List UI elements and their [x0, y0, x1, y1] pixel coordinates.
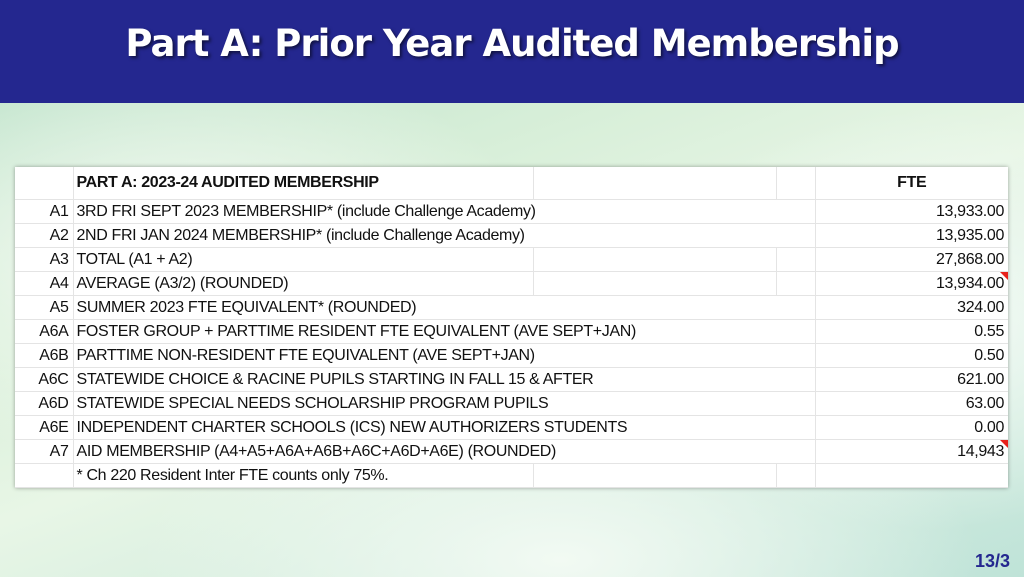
table-row — [15, 272, 1008, 296]
footnote-row — [15, 464, 1008, 488]
row-value: 621.00 — [815, 368, 1008, 392]
empty-cell — [533, 167, 776, 200]
table-row — [15, 344, 1008, 368]
header-label: PART A: 2023-24 AUDITED MEMBERSHIP — [73, 167, 533, 200]
empty-cell — [776, 167, 815, 200]
empty-cell — [776, 272, 815, 296]
row-label: STATEWIDE CHOICE & RACINE PUPILS STARTING IN FALL 15 & AFTER — [73, 368, 815, 392]
title-bar — [0, 0, 1024, 103]
row-value: 324.00 — [815, 296, 1008, 320]
row-code: A6E — [15, 416, 73, 440]
empty-cell — [533, 464, 776, 488]
empty-cell — [776, 248, 815, 272]
row-value: 0.00 — [815, 416, 1008, 440]
row-code: A6C — [15, 368, 73, 392]
row-label: SUMMER 2023 FTE EQUIVALENT* (ROUNDED) — [73, 296, 815, 320]
table-row — [15, 416, 1008, 440]
row-label: TOTAL (A1 + A2) — [73, 248, 533, 272]
empty-cell — [776, 464, 815, 488]
row-value: 14,943 — [957, 442, 1004, 460]
row-label: STATEWIDE SPECIAL NEEDS SCHOLARSHIP PROGRAM PUPILS — [73, 392, 815, 416]
row-value: 13,935.00 — [815, 224, 1008, 248]
row-value-flagged[interactable] — [815, 440, 1008, 464]
empty-cell — [815, 464, 1008, 488]
row-label: PARTTIME NON-RESIDENT FTE EQUIVALENT (AVE SEPT+JAN) — [73, 344, 815, 368]
footnote: * Ch 220 Resident Inter FTE counts only 75%. — [73, 464, 533, 488]
row-label: FOSTER GROUP + PARTTIME RESIDENT FTE EQUIVALENT (AVE SEPT+JAN) — [73, 320, 815, 344]
row-value: 13,934.00 — [935, 274, 1004, 292]
row-code: A4 — [15, 272, 73, 296]
row-code: A7 — [15, 440, 73, 464]
row-value: 27,868.00 — [815, 248, 1008, 272]
row-label: 2ND FRI JAN 2024 MEMBERSHIP* (include Challenge Academy) — [73, 224, 815, 248]
row-value-flagged[interactable] — [815, 272, 1008, 296]
row-value: 0.50 — [815, 344, 1008, 368]
comment-flag-icon[interactable] — [1000, 440, 1008, 448]
row-value: 63.00 — [815, 392, 1008, 416]
row-code: A6B — [15, 344, 73, 368]
table-row — [15, 440, 1008, 464]
table-header-row — [15, 167, 1008, 200]
row-label: 3RD FRI SEPT 2023 MEMBERSHIP* (include Challenge Academy) — [73, 200, 815, 224]
row-value: 13,933.00 — [815, 200, 1008, 224]
page-title: Part A: Prior Year Audited Membership — [125, 22, 899, 65]
row-code: A3 — [15, 248, 73, 272]
row-label: AID MEMBERSHIP (A4+A5+A6A+A6B+A6C+A6D+A6E) (ROUNDED) — [73, 440, 815, 464]
row-code: A2 — [15, 224, 73, 248]
table-row — [15, 320, 1008, 344]
table-row — [15, 296, 1008, 320]
table-row — [15, 248, 1008, 272]
empty-cell — [15, 464, 73, 488]
row-code: A1 — [15, 200, 73, 224]
empty-cell — [533, 272, 776, 296]
row-code: A5 — [15, 296, 73, 320]
table-row — [15, 224, 1008, 248]
row-code: A6D — [15, 392, 73, 416]
empty-cell — [533, 248, 776, 272]
table-row — [15, 392, 1008, 416]
row-code: A6A — [15, 320, 73, 344]
header-code-cell — [15, 167, 73, 200]
comment-flag-icon[interactable] — [1000, 272, 1008, 280]
membership-table — [15, 167, 1008, 488]
row-label: INDEPENDENT CHARTER SCHOOLS (ICS) NEW AUTHORIZERS STUDENTS — [73, 416, 815, 440]
table-row — [15, 368, 1008, 392]
table-row — [15, 200, 1008, 224]
header-fte: FTE — [815, 167, 1008, 200]
page-number: 13/3 — [974, 551, 1010, 571]
row-value: 0.55 — [815, 320, 1008, 344]
row-label: AVERAGE (A3/2) (ROUNDED) — [73, 272, 533, 296]
